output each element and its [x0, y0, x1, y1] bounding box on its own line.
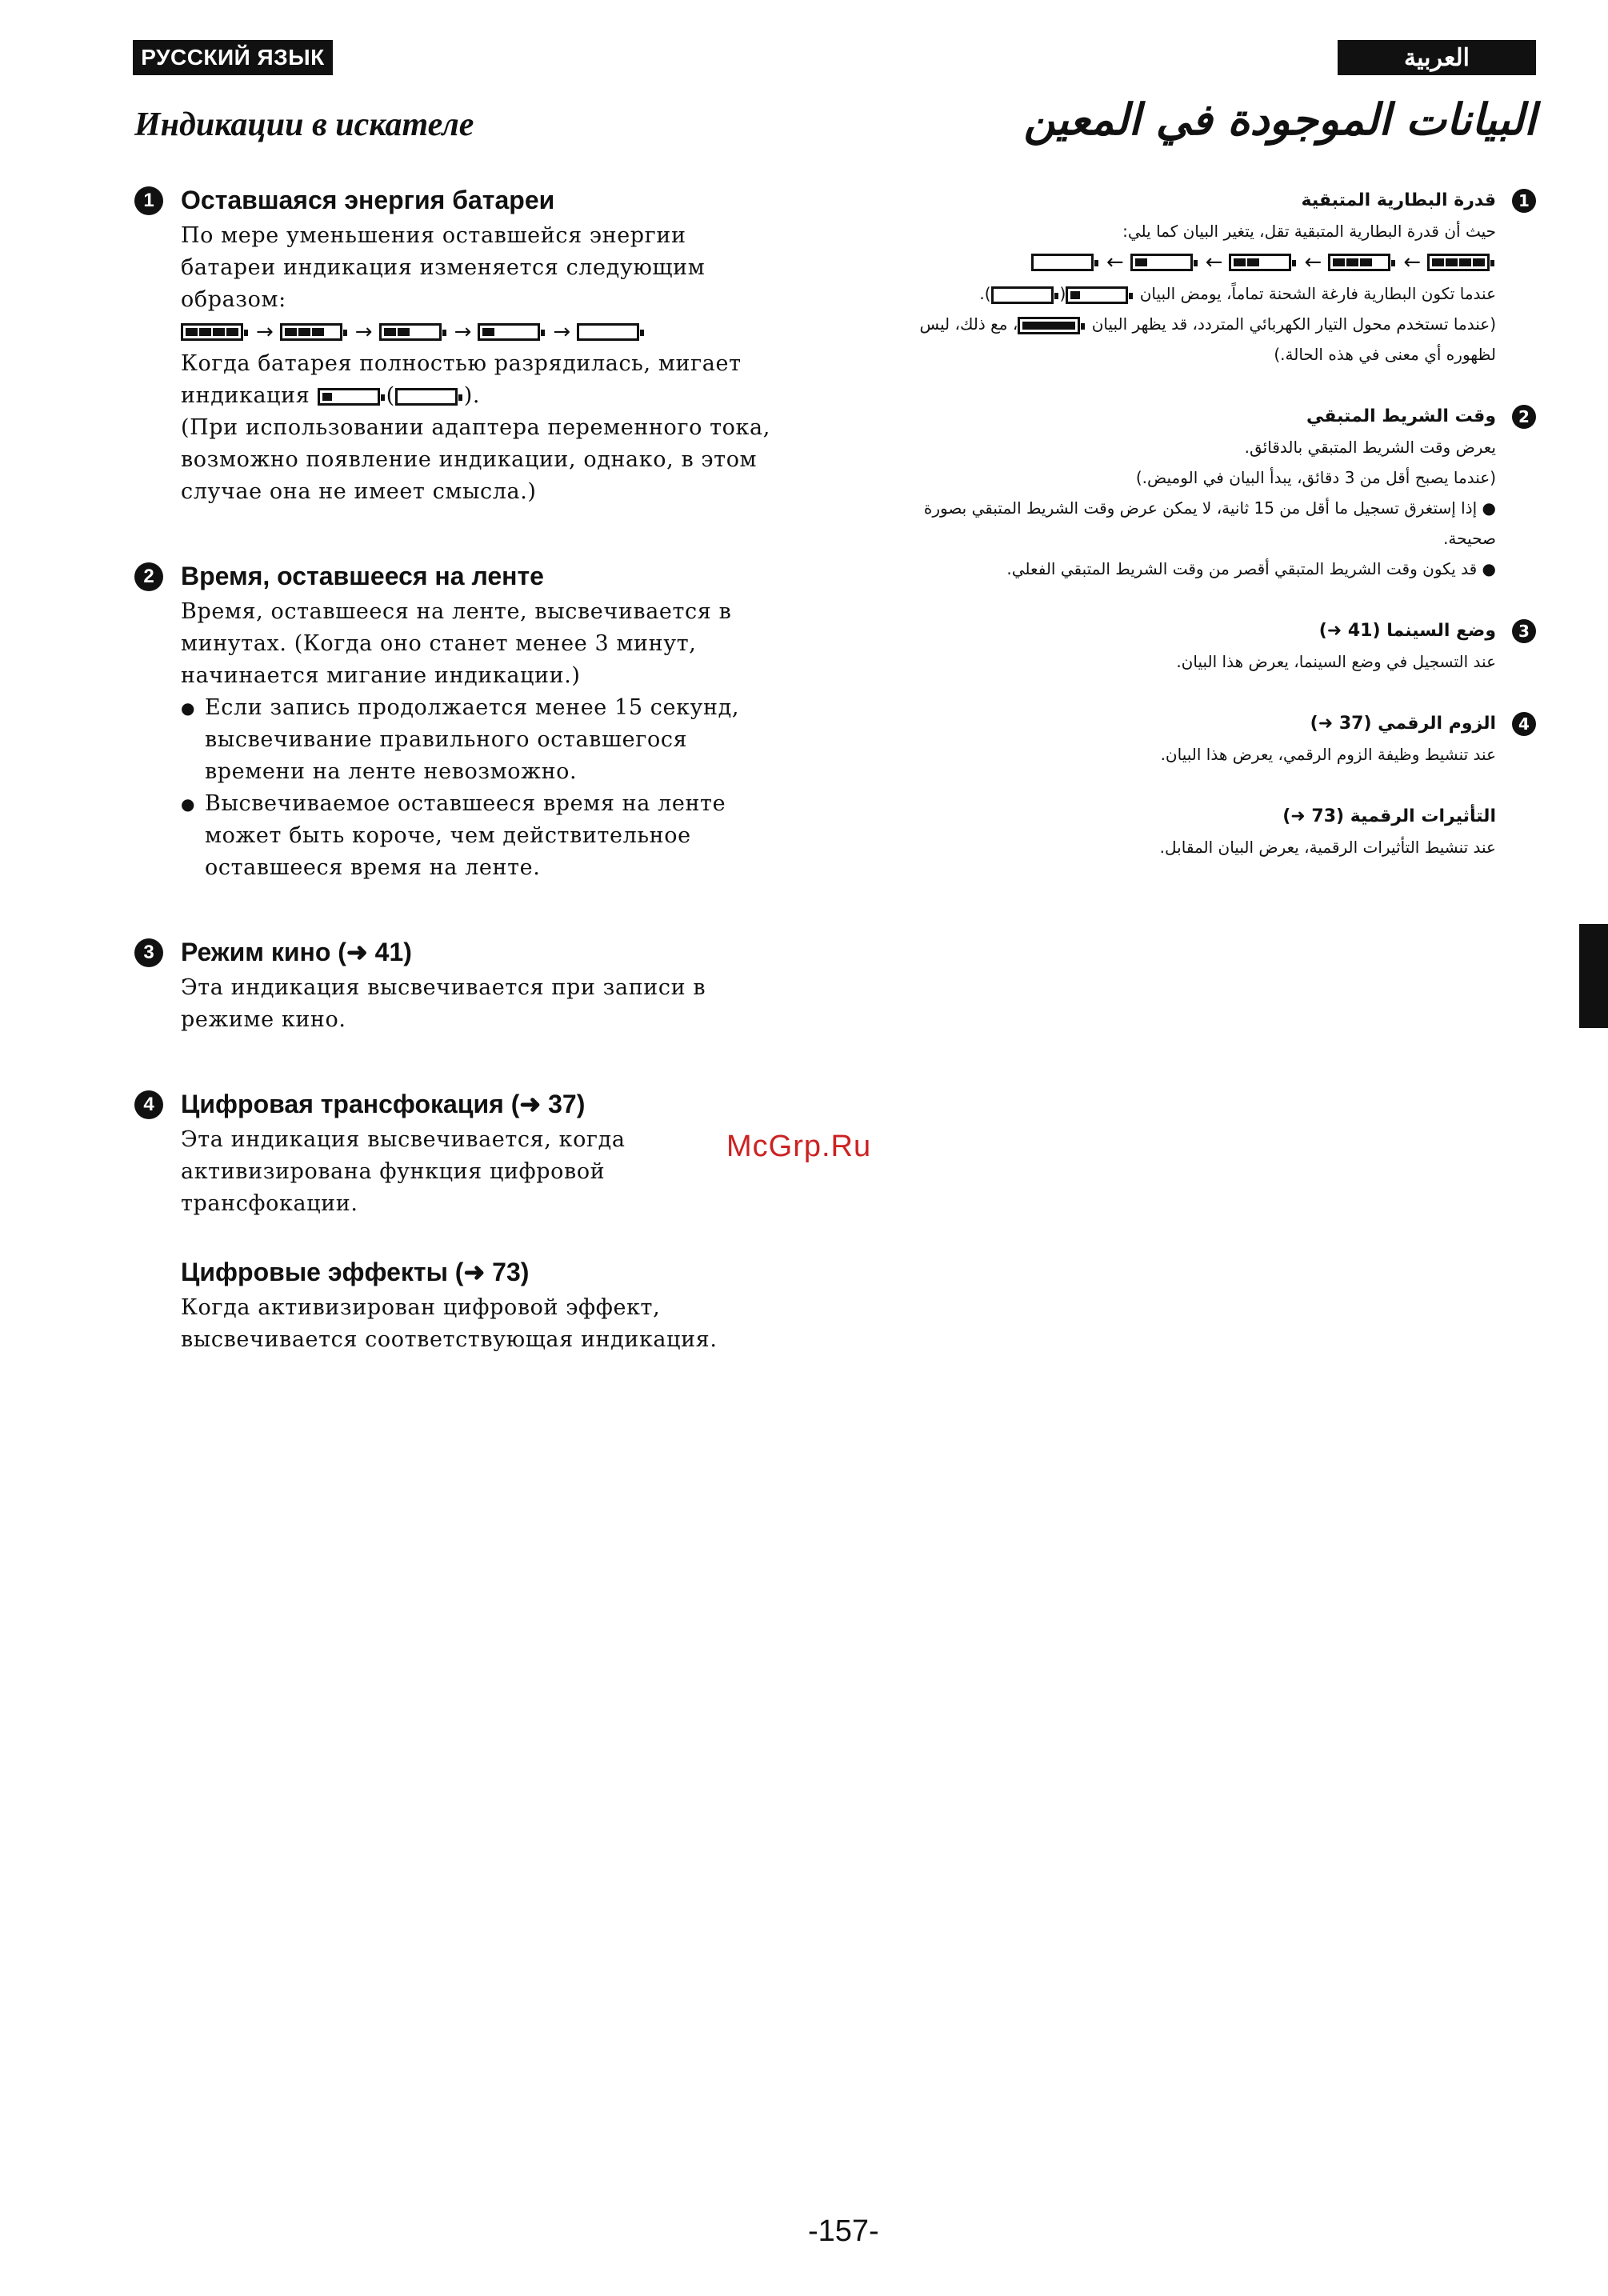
section-heading: Оставшаяся энергия батареи — [181, 186, 555, 214]
section-number-badge: 3 — [1512, 619, 1536, 643]
battery-full-icon — [1018, 317, 1080, 334]
section-heading: الزوم الرقمي (37 ➜) — [1310, 714, 1496, 734]
section-heading: Цифровые эффекты (➜ 73) — [181, 1258, 530, 1286]
arrow-icon: → — [454, 320, 472, 344]
section-number-badge: 2 — [1512, 405, 1536, 429]
arrow-icon: ← — [1106, 250, 1124, 274]
russian-column — [134, 180, 774, 1356]
battery-level-icon — [280, 323, 342, 341]
battery-empty-icon — [395, 388, 458, 406]
arrow-icon: ← — [1304, 250, 1322, 274]
arabic-column — [896, 186, 1536, 862]
ar-section-cinema — [896, 616, 1536, 677]
battery-level-icon — [379, 323, 442, 341]
section-text: عند تنشيط التأثيرات الرقمية، يعرض البيان المقابل. — [1159, 838, 1496, 857]
battery-sequence — [896, 246, 1496, 278]
section-number-badge: 2 — [134, 562, 163, 591]
battery-level-icon — [478, 323, 540, 341]
ar-section-tape-time — [896, 402, 1536, 584]
section-heading: Режим кино (➜ 41) — [181, 938, 412, 966]
side-tab-marker — [1579, 924, 1608, 1028]
page-number: -157- — [808, 2214, 879, 2248]
bullet-item: ● Если запись продолжается менее 15 секунд, высвечивание правильного оставшегося времени на ленте невозможно. — [181, 692, 774, 788]
section-text: Когда активизирован цифровой эффект, высвечивается соответствующая индикация. — [181, 1295, 718, 1352]
language-tab-arabic: العربية — [1338, 40, 1536, 75]
arrow-icon: → — [256, 320, 274, 344]
section-number-badge: 4 — [134, 1090, 163, 1119]
battery-low-icon — [318, 388, 380, 406]
ar-section-digital-zoom — [896, 709, 1536, 770]
page-title-arabic: البيانات الموجودة في المعين — [1023, 94, 1536, 145]
section-text: (عندما يصبح أقل من 3 دقائق، يبدأ البيان في الوميض.) — [1135, 468, 1496, 487]
battery-level-icon — [181, 323, 243, 341]
section-text: Когда батарея полностью разрядилась, мигает индикация ( ). — [181, 351, 742, 408]
section-text: يعرض وقت الشريط المتبقي بالدقائق. — [1244, 438, 1496, 457]
ru-section-digital-effects — [134, 1252, 774, 1356]
battery-level-icon — [1031, 254, 1094, 271]
battery-sequence — [181, 316, 774, 348]
section-text: Время, оставшееся на ленте, высвечивается в минутах. (Когда оно станет менее 3 минут, начинается мигание индикации.) — [181, 599, 732, 688]
section-text: Эта индикация высвечивается, когда активизирована функция цифровой трансфокации. — [181, 1127, 626, 1216]
battery-level-icon — [1328, 254, 1390, 271]
arrow-icon: → — [354, 320, 373, 344]
arrow-icon: ← — [1205, 250, 1223, 274]
page-title-russian: Индикации в искателе — [134, 106, 474, 143]
section-text: عندما تكون البطارية فارغة الشحنة تماماً، يومض البيان (). — [979, 284, 1496, 303]
section-text: حيث أن قدرة البطارية المتبقية تقل، يتغير البيان كما يلي: — [1122, 222, 1496, 241]
battery-level-icon — [1130, 254, 1193, 271]
battery-level-icon — [1427, 254, 1490, 271]
watermark-text: McGrp.Ru — [726, 1130, 872, 1163]
arrow-icon: → — [553, 320, 571, 344]
bullet-item: ● قد يكون وقت الشريط المتبقي أقصر من وقت الشريط المتبقي الفعلي. — [1006, 559, 1496, 578]
battery-empty-icon — [991, 286, 1054, 304]
ar-section-battery — [896, 186, 1536, 370]
section-text: (При использовании адаптера переменного тока, возможно появление индикации, однако, в этом случае она не имеет смысла.) — [181, 415, 770, 504]
section-text: عند تنشيط وظيفة الزوم الرقمي، يعرض هذا البيان. — [1160, 745, 1496, 764]
section-number-badge: 1 — [1512, 189, 1536, 213]
battery-level-icon — [577, 323, 639, 341]
ru-section-cinema — [134, 932, 774, 1036]
arrow-icon: ← — [1403, 250, 1421, 274]
ru-section-tape-time — [134, 556, 774, 884]
section-text: (عندما تستخدم محول التيار الكهربائي المتردد، قد يظهر البيان ، مع ذلك، ليس لظهوره أي معنى في هذه الحالة.) — [919, 314, 1496, 364]
section-heading: التأثيرات الرقمية (73 ➜) — [1282, 806, 1496, 826]
section-heading: وقت الشريط المتبقي — [1306, 406, 1496, 426]
section-number-badge: 4 — [1512, 712, 1536, 736]
battery-low-icon — [1066, 286, 1128, 304]
section-heading: Цифровая трансфокация (➜ 37) — [181, 1090, 586, 1118]
language-tab-russian: РУССКИЙ ЯЗЫК — [133, 40, 333, 75]
section-heading: قدرة البطارية المتبقية — [1301, 190, 1496, 210]
battery-level-icon — [1229, 254, 1291, 271]
section-text: По мере уменьшения оставшейся энергии батареи индикация изменяется следующим образом: — [181, 223, 706, 312]
section-number-badge: 3 — [134, 938, 163, 967]
section-text: عند التسجيل في وضع السينما، يعرض هذا البيان. — [1176, 652, 1496, 671]
ru-section-battery — [134, 180, 774, 508]
section-heading: وضع السينما (41 ➜) — [1318, 621, 1496, 641]
bullet-item: ● Высвечиваемое оставшееся время на ленте может быть короче, чем действительное оставшееся время на ленте. — [181, 788, 774, 884]
ar-section-digital-effects — [896, 802, 1536, 862]
section-heading: Время, оставшееся на ленте — [181, 562, 544, 590]
ru-section-digital-zoom — [134, 1084, 774, 1220]
bullet-item: ● إذا إستغرق تسجيل ما أقل من 15 ثانية، لا يمكن عرض وقت الشريط المتبقي بصورة صحيحة. — [923, 498, 1496, 548]
section-text: Эта индикация высвечивается при записи в режиме кино. — [181, 975, 706, 1032]
section-number-badge: 1 — [134, 186, 163, 215]
